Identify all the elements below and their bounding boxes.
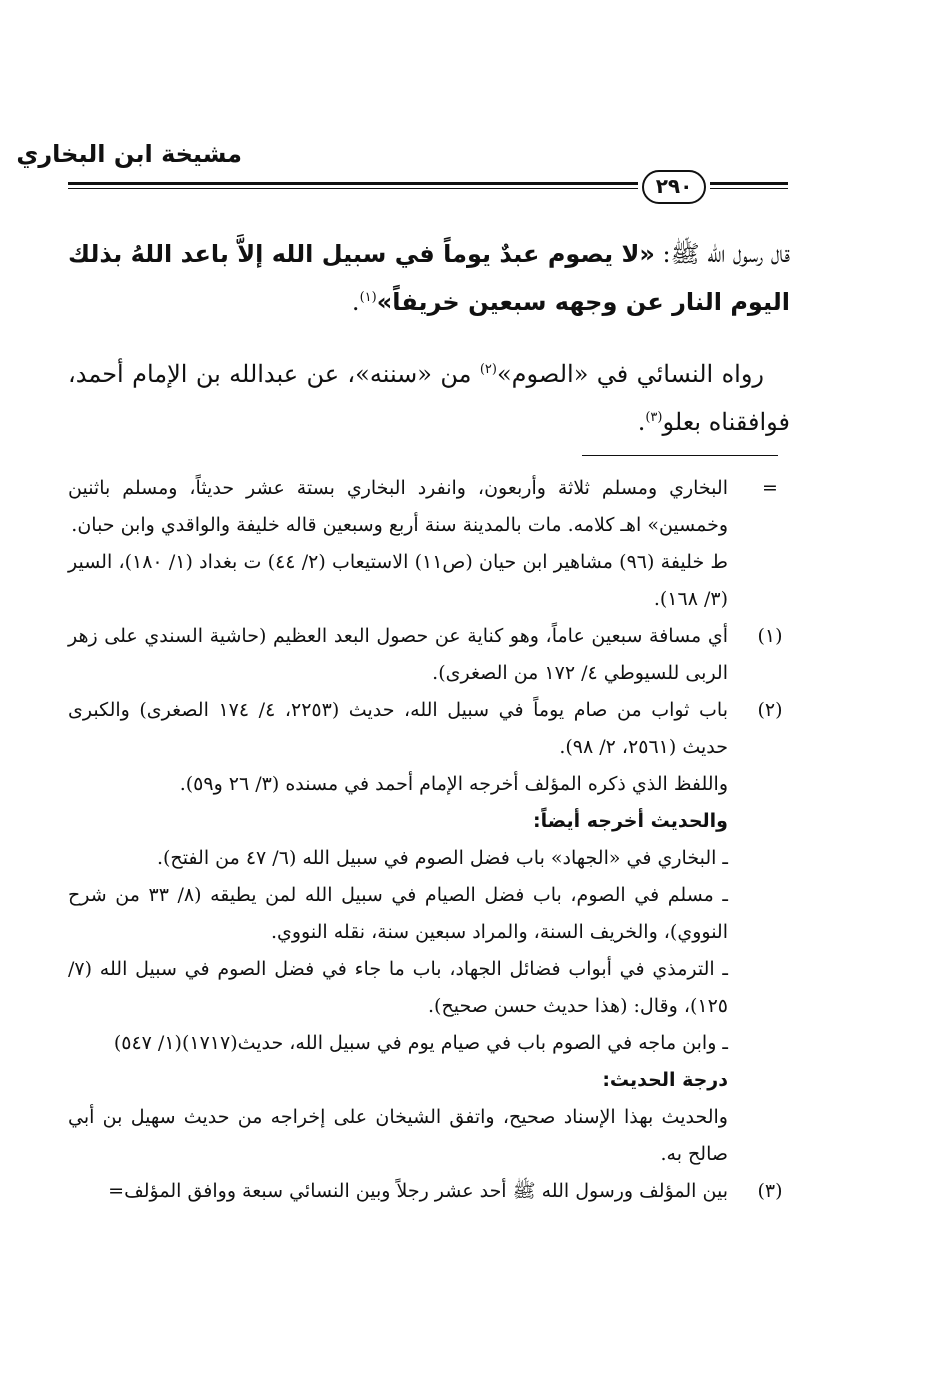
footnote-continued — [68, 470, 790, 618]
footnotes-section — [68, 470, 790, 1210]
footnote-3-mark: (٣) — [757, 1180, 783, 1202]
narration-paragraph — [68, 350, 790, 446]
footnote-1 — [68, 618, 790, 692]
header-rule-right — [710, 182, 788, 185]
footnote-2-line-1: باب ثواب من صام يوماً في سبيل الله، حديث (٢٢٥٣، ٤/ ١٧٤ الصغرى) والكبرى حديث (٢٥٦١، ٢/ ٩٨). — [68, 699, 729, 758]
footnote-divider — [582, 455, 778, 456]
hadith-paragraph — [68, 230, 790, 326]
footnote-2 — [68, 692, 790, 1173]
header-rule-left — [68, 182, 638, 185]
header-rule-left-thin — [68, 188, 638, 189]
footnote-2-line-3: والحديث أخرجه أيضاً: — [533, 810, 728, 832]
footnote-ref-3: (٣) — [645, 410, 663, 425]
footnote-2-line-6: ـ الترمذي في أبواب فضائل الجهاد، باب ما جاء في فضل الصوم في سبيل الله (٧/ ١٢٥)، وقال: (هذا حديث حسن صحيح). — [68, 958, 728, 1017]
footnote-ref-2: (٢) — [479, 362, 497, 377]
running-header-title: مشيخة ابن البخاري — [16, 140, 242, 168]
continuation-mark: = — [762, 477, 778, 499]
footnote-2-line-7: ـ وابن ماجه في الصوم باب في صيام يوم في سبيل الله، حديث(١٧١٧)(١/ ٥٤٧) — [113, 1032, 728, 1054]
hadith-end-dot: . — [351, 288, 360, 316]
narration-end-dot: . — [637, 408, 646, 436]
footnote-continued-text: البخاري ومسلم ثلاثة وأربعون، وانفرد البخاري بستة عشر حديثاً، ومسلم باثنين وخمسين» اهـ كلامه. مات بالمدينة سنة أربع وسبعين قاله خليفة والواقدي وابن حبان. — [68, 477, 728, 536]
header-rule-right-thin — [710, 188, 788, 189]
footnote-2-line-8: درجة الحديث: — [602, 1069, 728, 1091]
narration-text-a: رواه النسائي في «الصوم» — [496, 360, 764, 388]
footnote-ref-1: (١) — [359, 290, 377, 305]
footnote-continued-refs: ط خليفة (٩٦) مشاهير ابن حيان (ص١١) الاستيعاب (٢/ ٤٤) ت بغداد (١/ ١٨٠)، السير (٣/ ١٦٨). — [68, 551, 728, 610]
footnote-1-text: أي مسافة سبعين عاماً، وهو كناية عن حصول البعد العظيم (حاشية السندي على زهر الربى للسيوطي ٤/ ١٧٢ من الصغرى). — [68, 625, 728, 684]
footnote-1-mark: (١) — [757, 625, 783, 647]
page-number-badge: ٢٩٠ — [642, 170, 706, 204]
hadith-quote: «لا يصوم عبدٌ يوماً في سبيل الله إلاَّ باعد اللهُ بذلك اليوم النار عن وجهه سبعين خريفاً» — [68, 240, 790, 316]
hadith-intro: قال رسول الله ﷺ: — [654, 240, 790, 268]
footnote-2-line-5: ـ مسلم في الصوم، باب فضل الصيام في سبيل الله لمن يطيقه (٨/ ٣٣ من شرح النووي)، والخريف السنة، والمراد سبعين سنة، نقله النووي. — [68, 884, 728, 943]
footnote-2-line-4: ـ البخاري في «الجهاد» باب فضل الصوم في سبيل الله (٦/ ٤٧ من الفتح). — [156, 847, 728, 869]
narration-text-b: من «سننه»، عن عبدالله بن الإمام أحمد، فوافقناه بعلو — [68, 360, 790, 436]
footnote-2-mark: (٢) — [757, 699, 783, 721]
footnote-2-line-9: والحديث بهذا الإسناد صحيح، واتفق الشيخان على إخراجه من حديث سهيل بن أبي صالح به. — [68, 1106, 728, 1165]
footnote-2-line-2: واللفظ الذي ذكره المؤلف أخرجه الإمام أحمد في مسنده (٣/ ٢٦ و٥٩). — [179, 773, 728, 795]
footnote-3-text: بين المؤلف ورسول الله ﷺ أحد عشر رجلاً وبين النسائي سبعة ووافق المؤلف= — [108, 1180, 728, 1202]
footnote-3 — [68, 1173, 790, 1210]
